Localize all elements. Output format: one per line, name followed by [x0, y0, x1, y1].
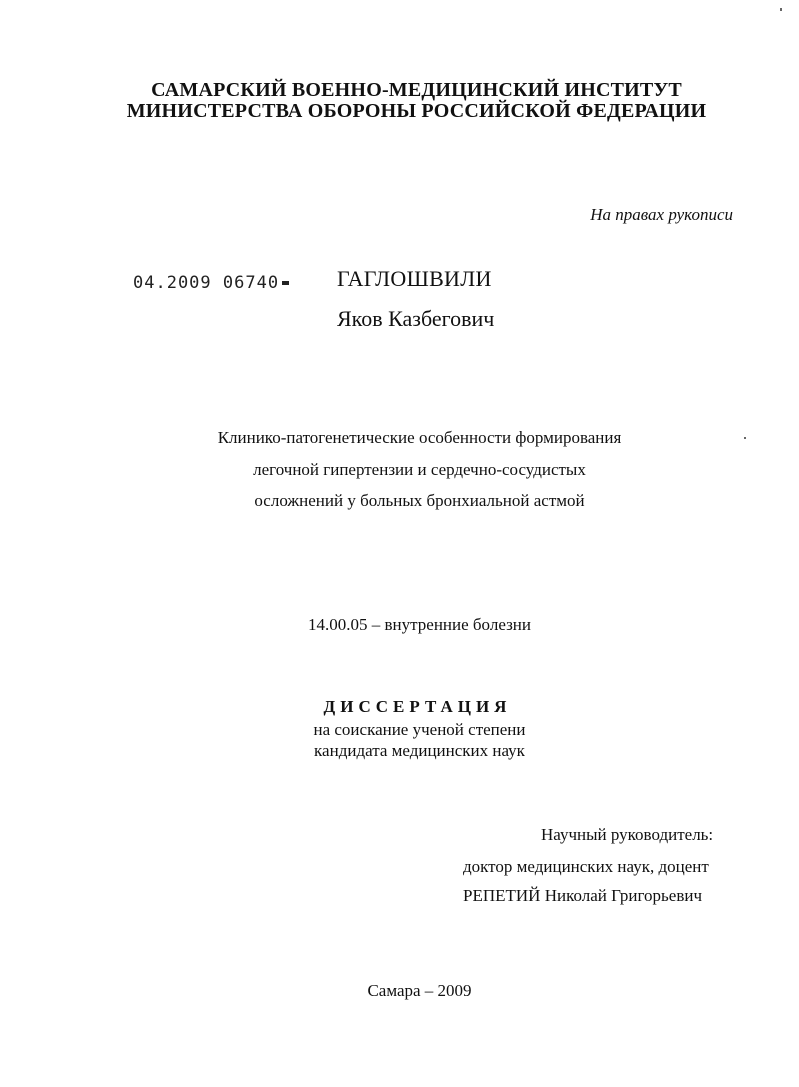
thesis-title-line-2: легочной гипертензии и сердечно-сосудистых	[253, 460, 586, 479]
manuscript-rights-note: На правах рукописи	[590, 205, 733, 224]
institute-name-line-2: МИНИСТЕРСТВА ОБОРОНЫ РОССИЙСКОЙ ФЕДЕРАЦИИ	[126, 100, 707, 122]
thesis-title-line-3: осложнений у больных бронхиальной астмой	[254, 491, 585, 510]
registration-stamp-number: 04.2009 06740	[133, 273, 280, 293]
institute-name-line-1: САМАРСКИЙ ВОЕННО-МЕДИЦИНСКИЙ ИНСТИТУТ	[151, 79, 682, 101]
place-and-year: Самара – 2009	[367, 981, 472, 1000]
stamp-mark-icon	[282, 281, 289, 285]
scan-speck	[780, 8, 782, 11]
author-surname: ГАГЛОШВИЛИ	[337, 266, 492, 291]
advisor-label: Научный руководитель:	[541, 825, 714, 844]
thesis-title-line-1: Клинико-патогенетические особенности формирования	[217, 428, 622, 447]
scan-speck	[744, 437, 746, 439]
degree-line-1: на соискание ученой степени	[313, 720, 526, 739]
advisor-title: доктор медицинских наук, доцент	[463, 857, 709, 876]
registration-stamp	[133, 273, 289, 293]
author-given-names: Яков Казбегович	[337, 306, 495, 331]
degree-line-2: кандидата медицинских наук	[314, 741, 525, 760]
advisor-name: РЕПЕТИЙ Николай Григорьевич	[463, 886, 702, 905]
document-type-heading: ДИССЕРТАЦИЯ	[323, 697, 512, 716]
specialty-code: 14.00.05 – внутренние болезни	[308, 615, 531, 634]
